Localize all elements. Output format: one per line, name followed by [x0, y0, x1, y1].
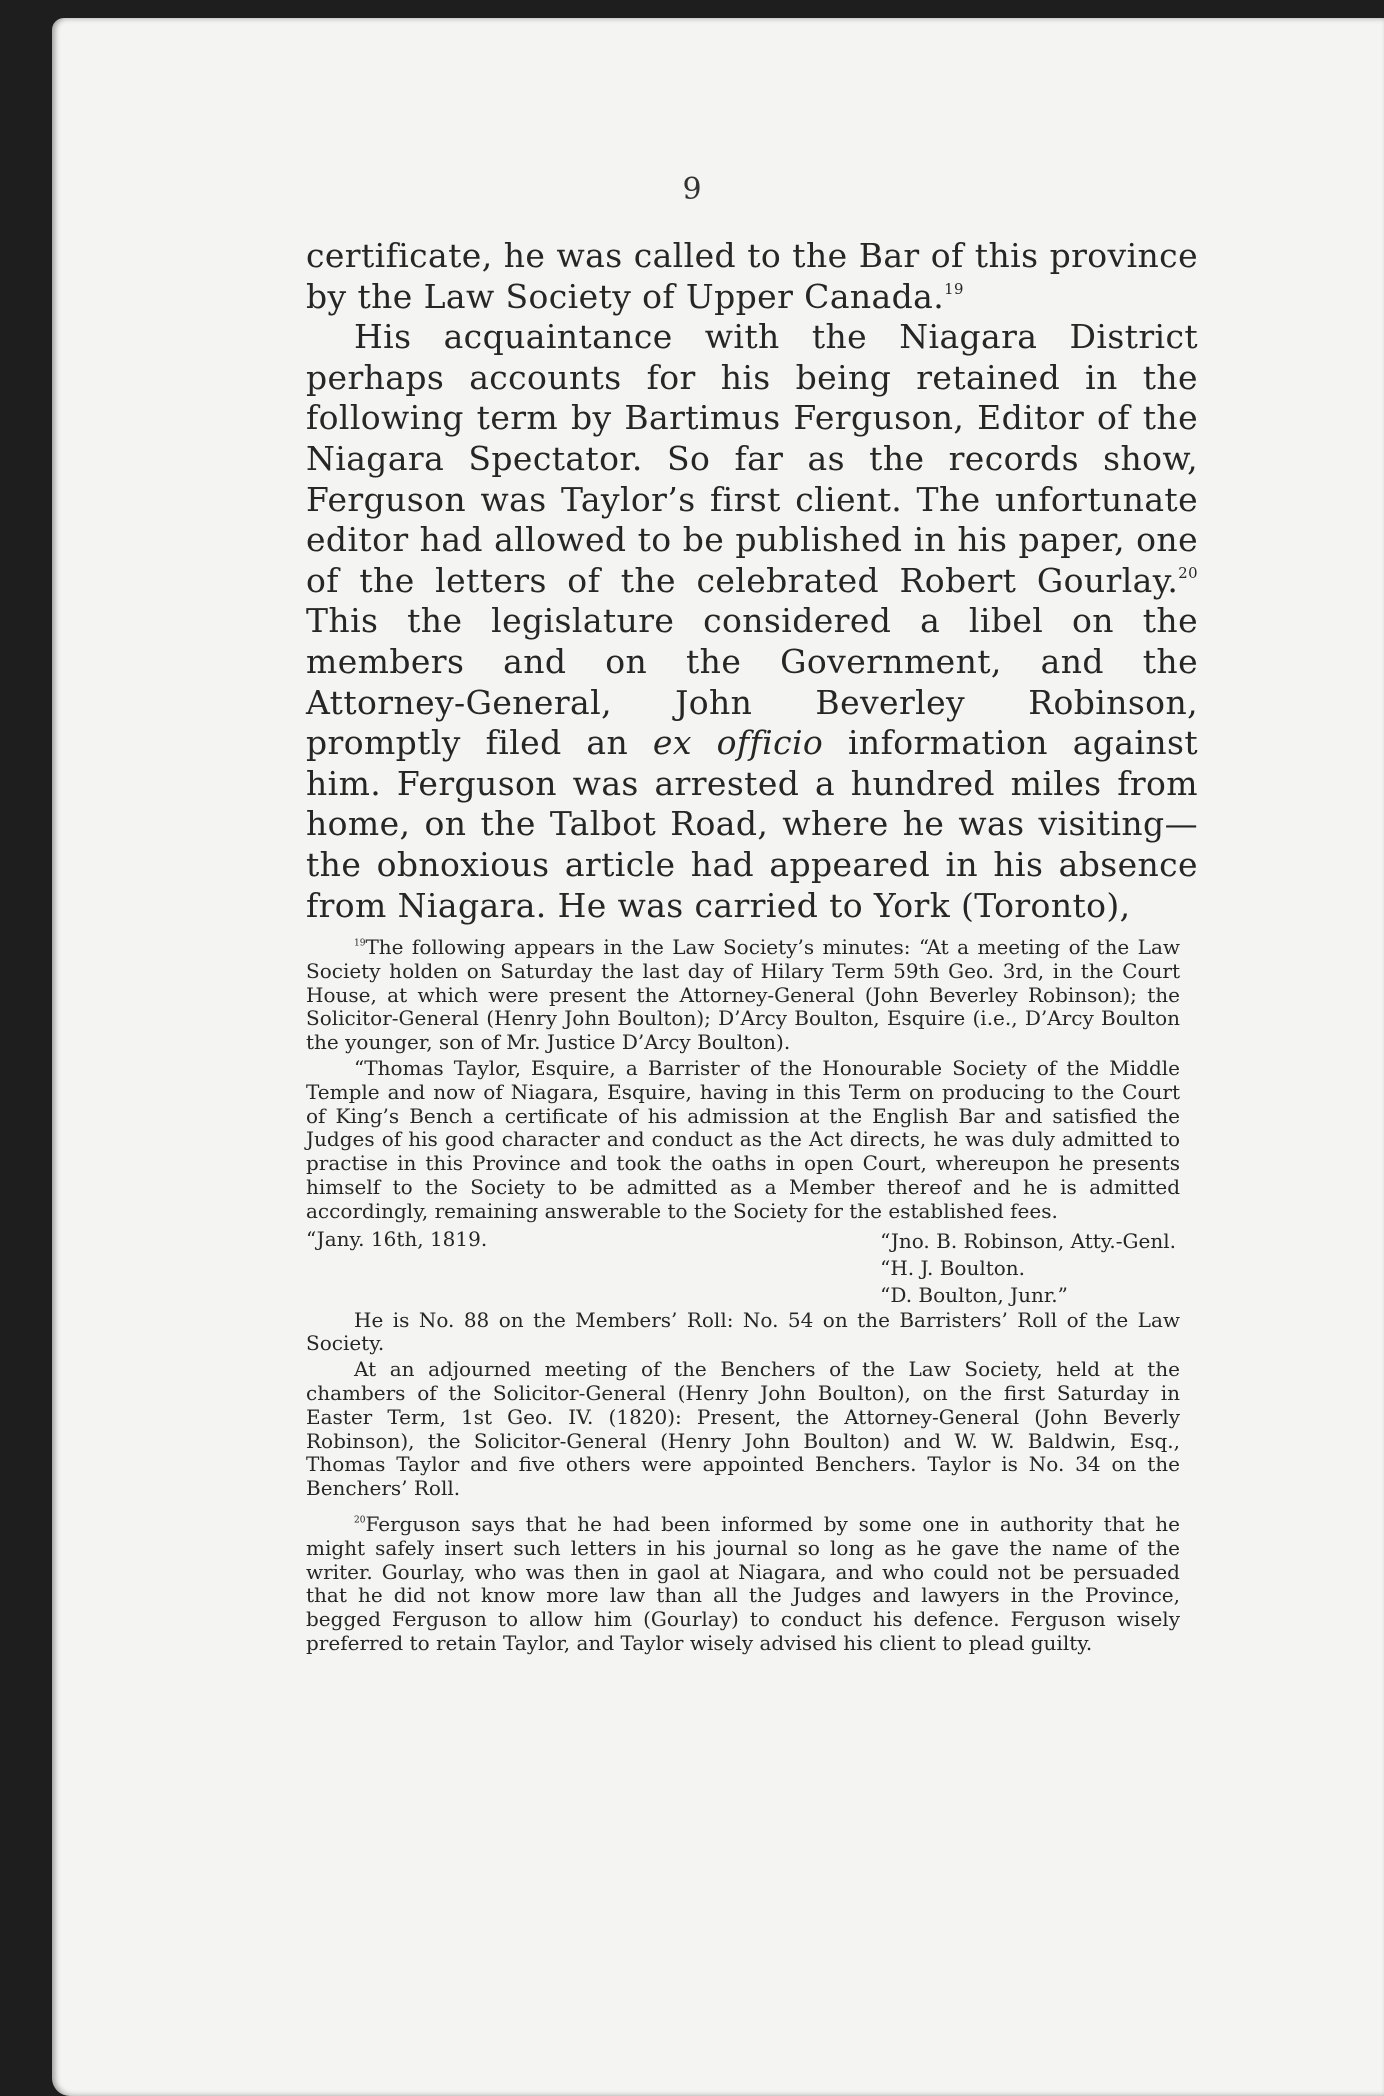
footnote-19-p1: [306, 936, 1180, 1055]
footnote-20: [306, 1513, 1180, 1656]
paragraph-2-text-c: information against him. Ferguson was arrested a hundred miles from home, on the Talbot Road, where he was visiting—the obnoxious article had appeared in his absence from Niagara. He was carried to York (Toronto),: [306, 723, 1198, 925]
footnote-19-date: “Jany. 16th, 1819.: [306, 1226, 488, 1251]
footnote-ref-20: 20: [1178, 563, 1198, 582]
footnote-19-marker: 19: [354, 938, 366, 949]
page-number: 9: [682, 172, 702, 207]
footnote-ref-19: 19: [944, 279, 964, 298]
footnote-20-text: Ferguson says that he had been informed by some one in authority that he might safely insert such letters in his journal so long as he gave the name of the writer. Gourlay, who was then in gaol at Niagara, and who could not be persuaded that he did not know more law than all the Judges and lawyers in the Province, begged Ferguson to allow him (Gourlay) to conduct his defence. Ferguson wisely preferred to retain Taylor, and Taylor wisely advised his client to plead guilty.: [306, 1511, 1180, 1655]
footnote-19-signatures: [306, 1228, 1180, 1309]
signature-robinson: “Jno. B. Robinson, Atty.-Genl.: [880, 1228, 1176, 1253]
signature-block: [880, 1228, 1176, 1309]
footnote-20-marker: 20: [354, 1515, 366, 1526]
paragraph-2-text-a: His acquaintance with the Niagara District perhaps accounts for his being retained in the following term by Bartimus Ferguson, Editor of the Niagara Spectator. So far as the records show, Ferguson was Taylor’s first client. The unfortunate editor had allowed to be published in his paper, one of the letters of the celebrated Robert Gourlay.: [306, 317, 1198, 600]
paragraph-1-text: certificate, he was called to the Bar of this province by the Law Society of Upper Canada.: [306, 236, 1198, 316]
signature-h-boulton: “H. J. Boulton.: [880, 1255, 1026, 1280]
paragraph-1: [306, 236, 1198, 317]
italic-phrase: ex officio: [652, 723, 824, 763]
footnote-19-p2: “Thomas Taylor, Esquire, a Barrister of the Honourable Society of the Middle Temple and now of Niagara, Esquire, having in this Term on producing to the Court of King’s Bench a certificate of his admission at the English Bar and satisfied the Judges of his good character and conduct as the Act directs, he was duly admitted to practise in this Province and took the oaths in open Court, whereupon he presents himself to the Society to be admitted as a Member thereof and he is admitted accordingly, remaining answerable to the Society for the established fees.: [306, 1055, 1180, 1223]
signature-d-boulton: “D. Boulton, Junr.”: [880, 1282, 1068, 1307]
footnote-19-p1-text: The following appears in the Law Society’s minutes: “At a meeting of the Law Society holden on Saturday the last day of Hilary Term 59th Geo. 3rd, in the Court House, at which were present the Attorney-General (John Beverley Robinson); the Solicitor-General (Henry John Boulton); D’Arcy Boulton, Esquire (i.e., D’Arcy Boulton the younger, son of Mr. Justice D’Arcy Boulton).: [306, 935, 1180, 1055]
footnotes: [306, 936, 1180, 1658]
footnote-19-p3: He is No. 88 on the Members’ Roll: No. 54 on the Barristers’ Roll of the Law Society.: [306, 1307, 1180, 1356]
footnote-19-p4: At an adjourned meeting of the Benchers of the Law Society, held at the chambers of the Solicitor-General (Henry John Boulton), on the first Saturday in Easter Term, 1st Geo. IV. (1820): Present, the Attorney-General (John Beverly Robinson), the Solicitor-General (Henry John Boulton) and W. W. Baldwin, Esq., Thomas Taylor and five others were appointed Benchers. Taylor is No. 34 on the Benchers’ Roll.: [306, 1357, 1180, 1501]
paragraph-2-text-b: This the legislature considered a libel on the members and on the Government, and the Attorney-General, John Beverley Robinson, promptly filed an: [306, 601, 1198, 763]
main-text: [306, 236, 1198, 926]
paragraph-2: [306, 317, 1198, 926]
